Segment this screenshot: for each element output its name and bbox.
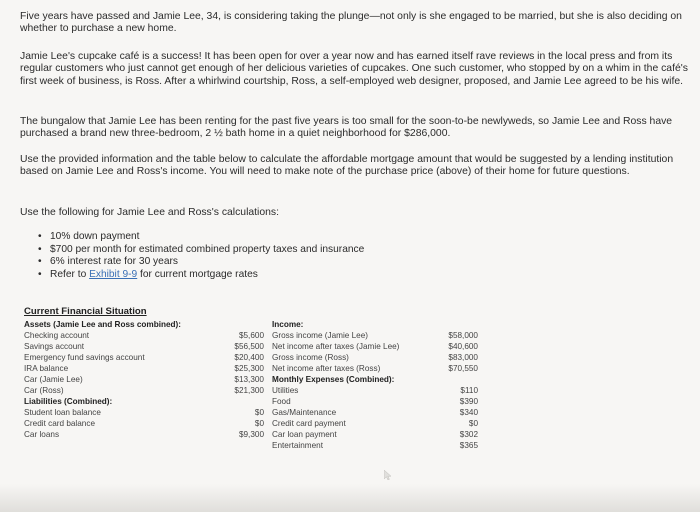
table-row-value: $0 [254,408,264,417]
table-row-value: $5,600 [238,331,264,340]
table-row-label: Car loans [24,430,60,439]
income-heading: Income: [272,320,304,329]
table-row-label: Food [272,397,291,406]
table-row-value: $70,550 [448,364,478,373]
table-row-value: $390 [459,397,478,406]
table-row-value: $21,300 [234,386,264,395]
table-row-label: Net income after taxes (Jamie Lee) [272,342,400,351]
table-row-value: $9,300 [238,430,264,439]
bottom-shadow [0,484,700,512]
list-item [38,269,364,282]
table-row-value: $83,000 [448,353,478,362]
exhibit-link[interactable]: Exhibit 9-9 [89,268,138,280]
table-row-label: Utilities [272,386,299,395]
list-item: • 6% interest rate for 30 years [38,256,364,269]
table-row-label: Credit card payment [272,419,346,428]
table-row-value: $302 [459,430,478,439]
table-row-label: Student loan balance [24,408,101,417]
table-row-value: $0 [468,419,478,428]
table-row-label: Emergency fund savings account [24,353,145,362]
calculation-assumptions-intro: Use the following for Jamie Lee and Ross's calculations: [20,207,279,218]
expenses-heading: Monthly Expenses (Combined): [272,375,395,384]
table-row-value: $20,400 [234,353,264,362]
assets-liabilities-values [220,319,264,440]
table-row-label: Car (Ross) [24,386,64,395]
table-row-label: Entertainment [272,441,323,450]
table-row-label: Gross income (Ross) [272,353,349,362]
list-item-prefix: Refer to [50,268,90,280]
income-expenses-values [432,319,478,451]
table-row-value: $110 [460,386,478,395]
assets-heading: Assets (Jamie Lee and Ross combined): [24,320,181,329]
cafe-paragraph: Jamie Lee's cupcake café is a success! It has been open for over a year now and has earned itself rave reviews in the local press and from its regular customers who just cannot get enough of her delicious varieties of cupcakes. One such customer, who stopped by on a whim in the café's first week of business, is Ross. After a whirlwind courtship, Ross, a self-employed web designer, proposed, and Jamie Lee agreed to be his wife. [20,51,688,87]
table-row-label: Gas/Maintenance [272,408,337,417]
income-expenses-labels [272,319,432,451]
assets-liabilities-labels [24,319,224,440]
table-row-label: Gross income (Jamie Lee) [272,331,369,340]
assumptions-list [38,231,364,281]
list-item-suffix: for current mortgage rates [137,268,258,280]
table-row-value: $25,300 [234,364,264,373]
intro-paragraph: Five years have passed and Jamie Lee, 34, is considering taking the plunge—not only is she engaged to be married, but she is also deciding on whether to purchase a new home. [20,11,682,35]
table-row-value: $58,000 [448,331,478,340]
instructions-paragraph: Use the provided information and the table below to calculate the affordable mortgage amount that would be suggested by a lending institution based on Jamie Lee and Ross's income. You will need to make note of the purchase price (above) of their home for future questions. [20,154,674,178]
table-row-value: $56,500 [234,342,264,351]
table-row-value: $40,600 [448,342,478,351]
table-row-label: Car (Jamie Lee) [24,375,83,384]
list-item: • 10% down payment [38,231,364,244]
liabilities-heading: Liabilities (Combined): [24,397,113,406]
list-item: • $700 per month for estimated combined property taxes and insurance [38,244,364,257]
table-row-label: Credit card balance [24,419,95,428]
financial-situation-heading: Current Financial Situation [24,306,147,317]
table-row-label: Savings account [24,342,85,351]
home-purchase-paragraph: The bungalow that Jamie Lee has been renting for the past five years is too small for the soon-to-be newlyweds, so Jamie Lee and Ross have purchased a brand new three-bedroom, 2 ½ bath home in a quiet neighborhood for $286,000. [20,116,673,140]
table-row-label: Net income after taxes (Ross) [272,364,381,373]
table-row-value: $0 [254,419,264,428]
table-row-value: $365 [459,441,478,450]
table-row-label: Checking account [24,331,90,340]
table-row-label: Car loan payment [272,430,337,439]
table-row-value: $13,300 [234,375,264,384]
mouse-cursor-icon [384,470,392,480]
table-row-label: IRA balance [24,364,69,373]
table-row-value: $340 [459,408,478,417]
